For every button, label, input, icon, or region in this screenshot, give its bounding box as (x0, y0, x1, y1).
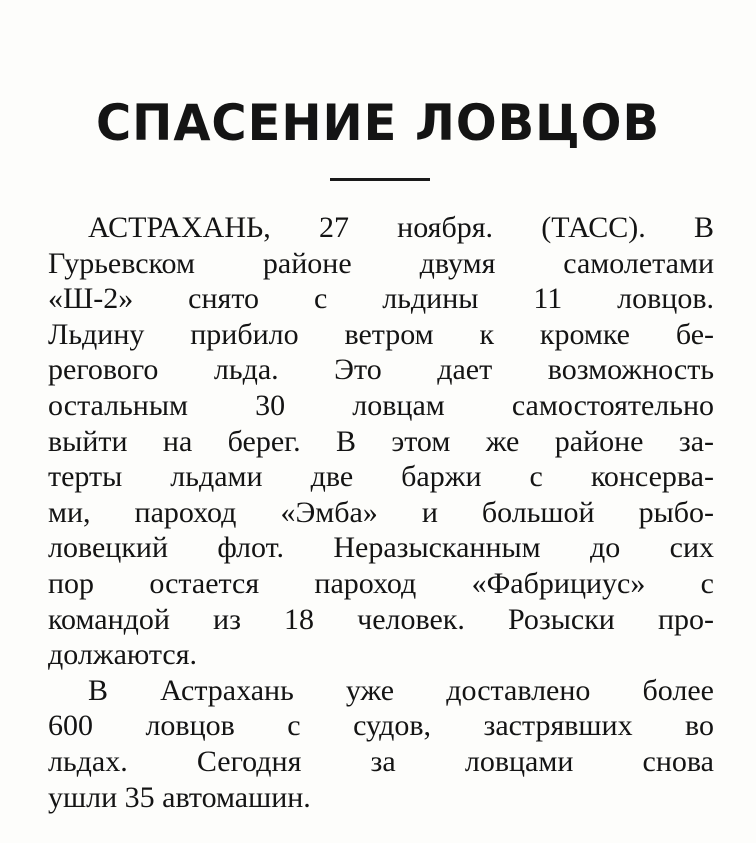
article-body (48, 210, 714, 815)
paragraph-1 (48, 210, 714, 673)
text-line: остальным 30 ловцам самостоятельно (48, 388, 714, 422)
paragraph-2 (48, 673, 714, 815)
text-line: Льдину прибило ветром к кромке бе- (48, 317, 714, 351)
text-line: регового льда. Это дает возможность (48, 353, 714, 387)
headline: СПАСЕНИЕ ЛОВЦОВ (95, 94, 660, 152)
text-line: В Астрахань уже доставлено более (88, 673, 714, 707)
text-line: командой из 18 человек. Розыски про- (48, 602, 714, 636)
text-line: льдах. Сегодня за ловцами снова (48, 744, 714, 778)
headline-divider (330, 178, 430, 181)
text-line: ми, пароход «Эмба» и большой рыбо- (48, 495, 714, 529)
text-line: терты льдами две баржи с консерва- (48, 460, 714, 494)
text-line: 600 ловцов с судов, застрявших во (48, 709, 714, 743)
text-line: должаются. (48, 638, 197, 672)
text-line: Гурьевском районе двумя самолетами (48, 246, 714, 280)
text-line: ушли 35 автомашин. (48, 780, 311, 814)
text-line: «Ш-2» снято с льдины 11 ловцов. (48, 282, 714, 316)
text-line: ловецкий флот. Неразысканным до сих (48, 531, 714, 565)
text-line: выйти на берег. В этом же районе за- (48, 424, 714, 458)
text-line: пор остается пароход «Фабрициус» с (48, 566, 714, 600)
text-line: АСТРАХАНЬ, 27 ноября. (ТАСС). В (88, 211, 714, 244)
